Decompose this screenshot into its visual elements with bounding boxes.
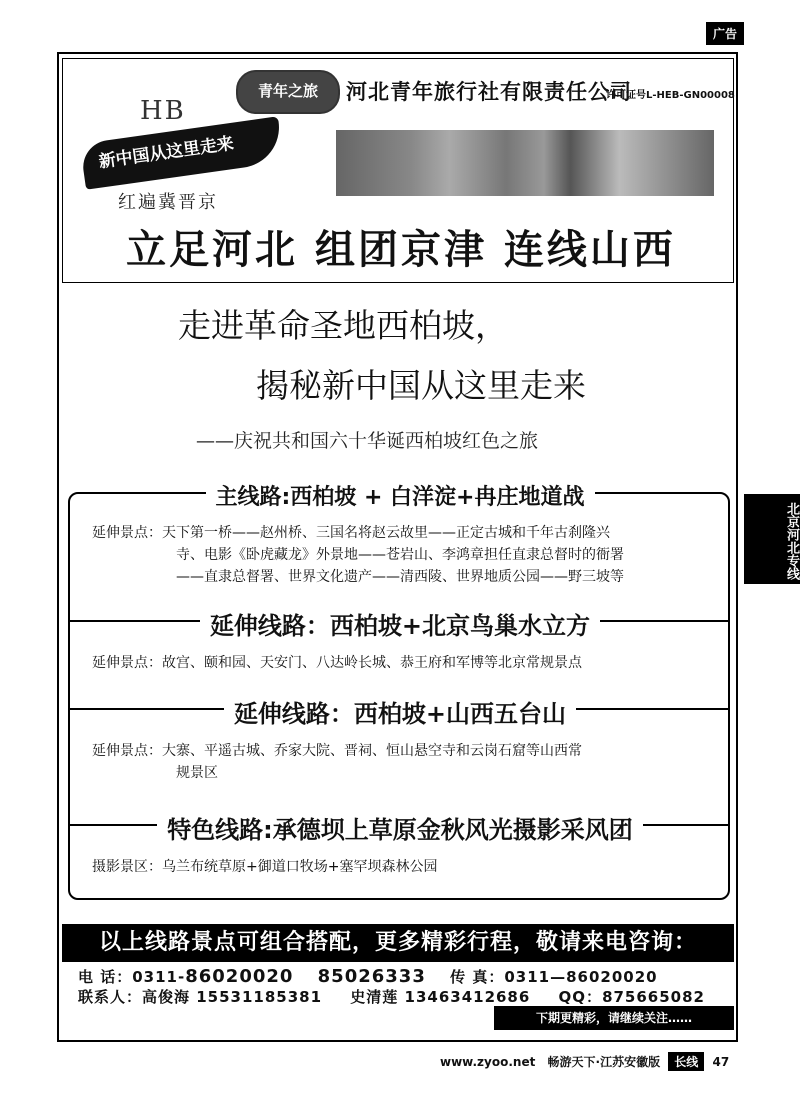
phone-row	[78, 966, 658, 987]
route-heading-shanxi: 延伸线路：西柏坡+山西五台山	[0, 694, 800, 729]
extension-label: 延伸景点：	[92, 743, 162, 759]
license-number: 许可证号L-HEB-GN00008	[606, 90, 735, 101]
fax-label: 传 真：	[450, 968, 505, 986]
title-line-2: 揭秘新中国从这里走来	[256, 366, 586, 405]
extension-label: 延伸景点：	[92, 655, 162, 671]
contact-row	[78, 986, 705, 1007]
company-name: 河北青年旅行社有限责任公司	[346, 80, 632, 104]
phone-main[interactable]: 86020020	[185, 966, 294, 987]
site-link[interactable]: www.zyoo.net	[440, 1055, 536, 1069]
company-logo: 青年之旅	[236, 70, 340, 114]
route-extension-chengde	[92, 856, 437, 878]
extension-line: 故宫、颐和园、天安门、八达岭长城、恭王府和军博等北京常规景点	[162, 655, 582, 671]
subtitle: ——庆祝共和国六十华诞西柏坡红色之旅	[196, 430, 539, 452]
ribbon-text: 新中国从这里走来	[97, 133, 236, 173]
title-line-1: 走进革命圣地西柏坡，	[178, 306, 508, 345]
extension-line: 寺、电影《卧虎藏龙》外景地——苍岩山、李鸿章担任直隶总督时的衙署	[176, 547, 624, 563]
extension-line: 规景区	[176, 765, 218, 781]
section-badge: 长线	[668, 1052, 704, 1071]
page-number: 47	[712, 1055, 730, 1069]
side-section-tab: 北京河北专线	[744, 494, 800, 584]
fax-number: 0311—86020020	[504, 968, 658, 986]
extension-line: ——直隶总督署、世界文化遗产——清西陵、世界地质公园——野三坡等	[176, 569, 624, 585]
slogan: 立足河北 组团京津 连线山西	[126, 227, 676, 273]
photo-strip	[336, 130, 714, 196]
route-heading-main: 主线路:西柏坡 + 白洋淀+冉庄地道战	[0, 480, 800, 511]
phone-label: 电 话：	[78, 968, 133, 986]
route-heading-beijing: 延伸线路：西柏坡+北京鸟巢水立方	[0, 606, 800, 641]
route-heading-chengde: 特色线路:承德坝上草原金秋风光摄影采风团	[0, 810, 800, 845]
extension-line: 天下第一桥——赵州桥、三国名将赵云故里——正定古城和千年古刹隆兴	[162, 525, 610, 541]
ad-label: 广告	[706, 22, 744, 45]
phone-alt[interactable]: 85026333	[317, 966, 426, 987]
phone-prefix: 0311-	[132, 968, 186, 986]
publication-name: 畅游天下·江苏安徽版	[547, 1055, 661, 1069]
extension-label: 延伸景点：	[92, 525, 162, 541]
qq-label: QQ：	[558, 988, 603, 1006]
contact-label: 联系人：	[78, 988, 143, 1006]
extension-line: 大寨、平遥古城、乔家大院、晋祠、恒山悬空寺和云岗石窟等山西常	[162, 743, 582, 759]
contact-person-2[interactable]: 史清莲 13463412686	[350, 988, 531, 1006]
page-footer	[440, 1052, 729, 1071]
tagline: 红遍冀晋京	[118, 192, 218, 213]
route-extension-beijing	[92, 652, 582, 674]
route-extension-shanxi	[92, 740, 582, 784]
extension-line: 乌兰布统草原+御道口牧场+塞罕坝森林公园	[162, 859, 438, 875]
extension-label: 摄影景区：	[92, 859, 162, 875]
qq-number[interactable]: 875665082	[602, 988, 705, 1006]
next-issue-notice: 下期更精彩，请继续关注……	[494, 1006, 734, 1030]
consult-banner: 以上线路景点可组合搭配，更多精彩行程，敬请来电咨询：	[62, 924, 734, 962]
hb-mark: HB	[140, 96, 186, 126]
contact-person-1[interactable]: 高俊海 15531185381	[142, 988, 323, 1006]
route-extension-main	[92, 522, 624, 588]
